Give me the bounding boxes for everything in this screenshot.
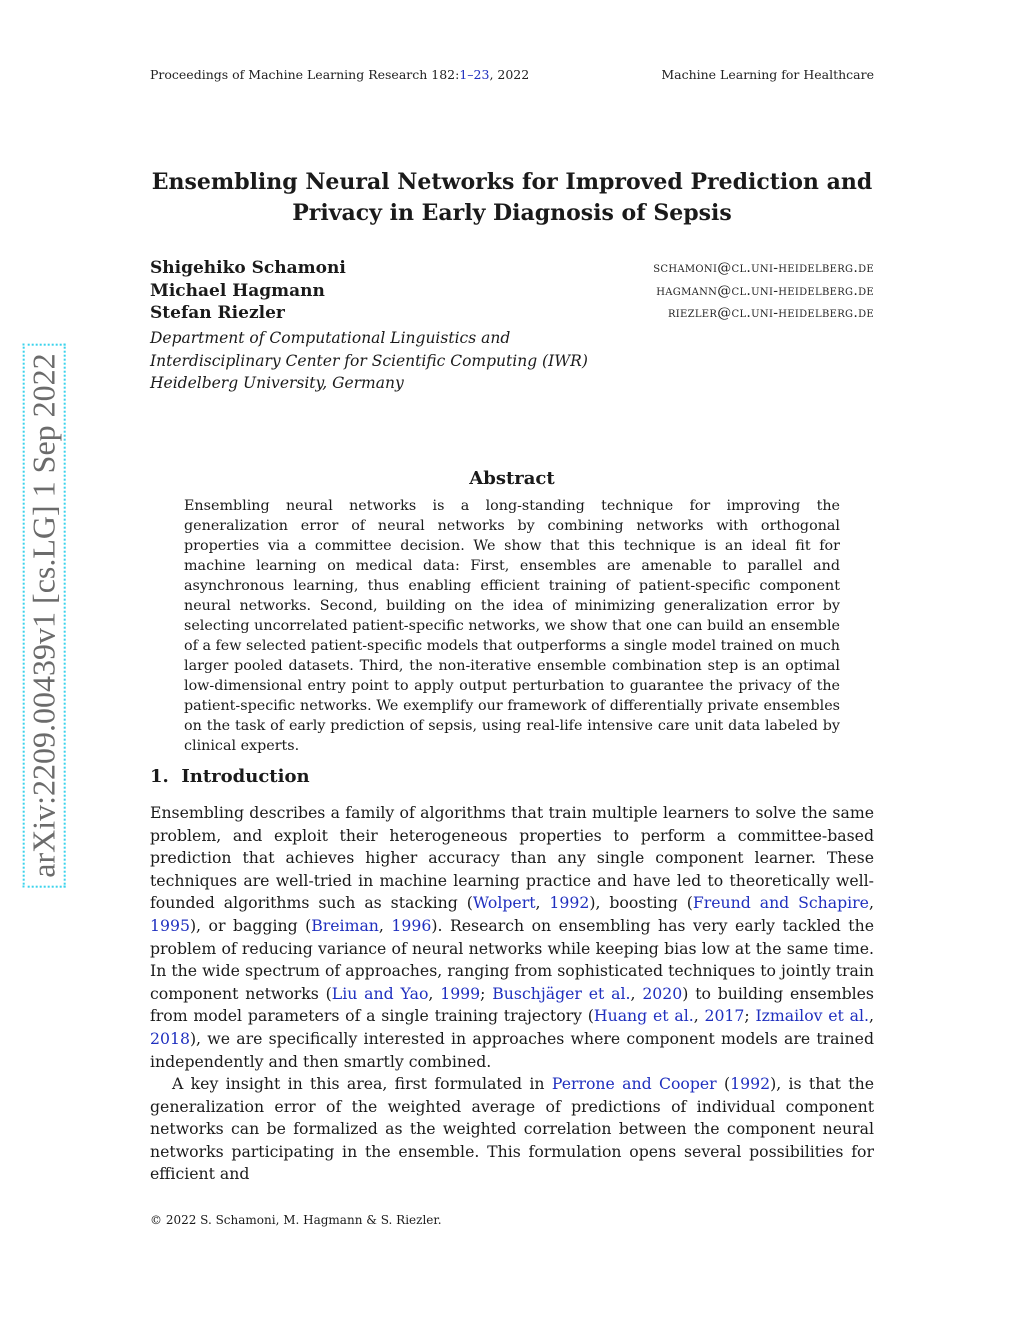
author-email: hagmann@cl.uni-heidelberg.de <box>656 283 874 299</box>
citation-link[interactable]: 2020 <box>642 983 683 1003</box>
pages-link[interactable]: 1–23 <box>459 67 490 82</box>
citation-link[interactable]: 1996 <box>391 915 432 935</box>
title-line-2: Privacy in Early Diagnosis of Sepsis <box>292 200 732 226</box>
author-name: Stefan Riezler <box>150 303 285 323</box>
section-heading: 1. Introduction <box>150 766 310 787</box>
citation-link[interactable]: 1995 <box>150 915 190 935</box>
citation-link[interactable]: Breiman <box>311 915 379 935</box>
paper-title <box>150 167 874 229</box>
citation-link[interactable]: Liu and Yao <box>331 983 429 1003</box>
affiliation: Department of Computational Linguistics and Interdisciplinary Center for Scientific Computing (IWR) Heidelberg University, Germany <box>150 329 588 392</box>
author-email: schamoni@cl.uni-heidelberg.de <box>653 260 874 276</box>
arxiv-id-link[interactable]: arXiv:2209.00439v1 [cs.LG] 1 Sep 2022 <box>23 343 66 887</box>
citation-link[interactable]: Freund and Schapire <box>692 893 869 913</box>
author-name: Michael Hagmann <box>150 281 325 301</box>
citation-link[interactable]: Huang et al. <box>593 1006 694 1026</box>
intro-paragraph-1: Ensembling describes a family of algorithms that train multiple learners to solve the same problem, and exploit their heterogeneous properties to perform a committee-based prediction that achieves higher accuracy than any single component learner. These techniques are well-tried in machine learning practice and have led to theoretically well-founded algorithms such as stacking (Wolpert, 1992), boosting (Freund and Schapire, 1995), or bagging (Breiman, 1996). Research on ensembling has very early tackled the problem of reducing variance of neural networks while keeping bias low at the same time. In the wide spectrum of approaches, ranging from sophisticated techniques to jointly train component networks (Liu and Yao, 1999; Buschjäger et al., 2020) to building ensembles from model parameters of a single training trajectory (Huang et al., 2017; Izmailov et al., 2018), we are specifically interested in approaches where component models are trained independently and then smartly combined. <box>150 803 874 1071</box>
author-email: riezler@cl.uni-heidelberg.de <box>667 305 874 321</box>
intro-paragraph-2: A key insight in this area, first formulated in Perrone and Cooper (1992), is that the generalization error of the weighted average of predictions of individual component networks can be formalized as the weighted correlation between the component neural networks participating in the ensemble. This formulation opens several possibilities for efficient and <box>150 1074 874 1184</box>
title-line-1: Ensembling Neural Networks for Improved Prediction and <box>151 169 873 195</box>
author-name: Shigehiko Schamoni <box>150 258 346 278</box>
citation-link[interactable]: Izmailov et al. <box>755 1006 869 1026</box>
running-header-right: Machine Learning for Healthcare <box>661 67 874 82</box>
citation-link[interactable]: Buschjäger et al. <box>492 983 631 1003</box>
arxiv-stamp <box>24 330 64 900</box>
citation-link[interactable]: 1992 <box>549 893 590 913</box>
citation-link[interactable]: 2017 <box>704 1006 745 1026</box>
copyright-footer: © 2022 S. Schamoni, M. Hagmann & S. Riezler. <box>150 1213 442 1227</box>
citation-link[interactable]: Wolpert <box>472 893 536 913</box>
running-header-left: Proceedings of Machine Learning Research 182:1–23, 2022 <box>150 67 530 82</box>
citation-link[interactable]: 1992 <box>730 1074 771 1093</box>
citation-link[interactable]: 1999 <box>440 983 481 1003</box>
citation-link[interactable]: 2018 <box>150 1028 190 1048</box>
abstract-text: Ensembling neural networks is a long-standing technique for improving the generalization error of neural networks by combining networks with orthogonal properties via a committee decision. We show that this technique is an ideal fit for machine learning on medical data: First, ensembles are amenable to parallel and asynchronous learning, thus enabling efficient training of patient-specific component neural networks. Second, building on the idea of minimizing generalization error by selecting uncorrelated patient-specific networks, we show that one can build an ensemble of a few selected patient-specific models that outperforms a single model trained on much larger pooled datasets. Third, the non-iterative ensemble combination step is an optimal low-dimensional entry point to apply output perturbation to guarantee the privacy of the patient-specific networks. We exemplify our framework of differentially private ensembles on the task of early prediction of sepsis, using real-life intensive care unit data labeled by clinical experts. <box>184 498 841 754</box>
abstract-heading: Abstract <box>469 468 555 489</box>
citation-link[interactable]: Perrone and Cooper <box>551 1074 717 1093</box>
